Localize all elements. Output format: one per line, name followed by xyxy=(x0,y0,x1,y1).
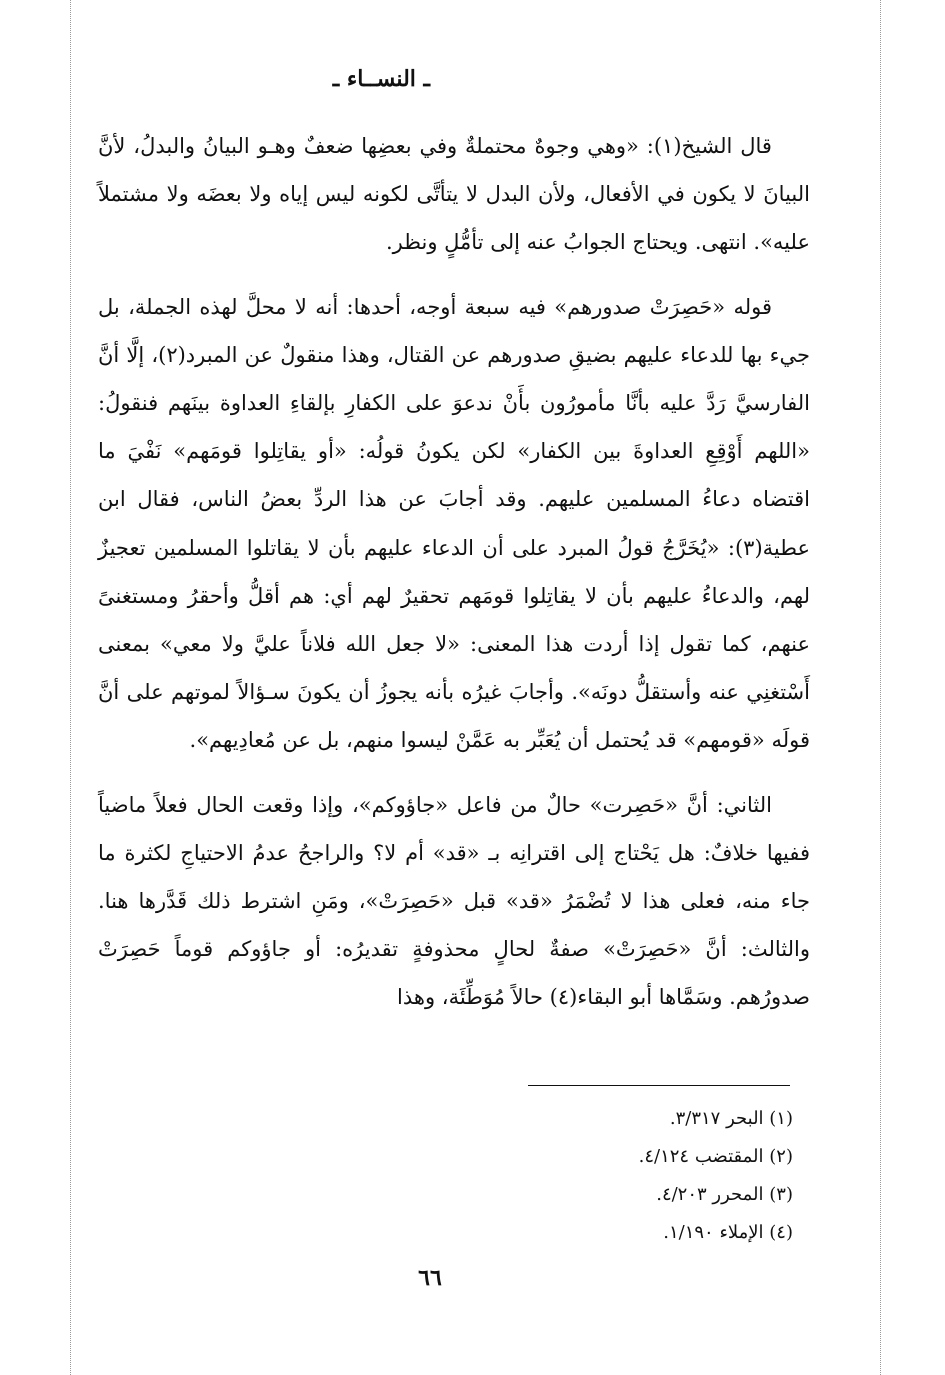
footnote-1: (١) البحر ٣/٣١٧. xyxy=(669,1108,793,1129)
page-number: ٦٦ xyxy=(418,1265,442,1291)
running-header: ـ النســاء ـ xyxy=(332,66,430,92)
left-scan-edge xyxy=(70,0,71,1375)
footnote-3: (٣) المحرر ٤/٢٠٣. xyxy=(656,1184,793,1205)
footnotes-list xyxy=(500,1100,793,1252)
right-scan-edge xyxy=(880,0,881,1375)
footnote-separator xyxy=(528,1085,790,1086)
main-text xyxy=(98,122,810,1022)
paragraph-2: قوله «حَصِرَتْ صدورهم» فيه سبعة أوجه، أحدها: أنه لا محلَّ لهذه الجملة، بل جيء بها للدعاء عليهم بضيقِ صدورهم عن القتال، وهذا منقولٌ عن المبرد(٢)، إلَّا أنَّ الفارسيَّ رَدَّ عليه بأنَّا مأمورُون بأَنْ ندعوَ على الكفارِ بإلقاءِ العداوة بينَهم فنقولُ: «اللهم أَوْقِعِ العداوةَ بين الكفار» لكن يكونُ قولُه: «أو يقاتِلوا قومَهم» نَفْيَ ما اقتضاه دعاءُ المسلمين عليهم. وقد أجابَ عن هذا الردِّ بعضُ الناس، فقال ابن عطية(٣): «يُخَرَّجُ قولُ المبرد على أن الدعاء عليهم بأن لا يقاتلوا المسلمين تعجيزٌ لهم، والدعاءُ عليهم بأن لا يقاتِلوا قومَهم تحقيرٌ لهم أي: هم أقلُّ وأحقرُ ومستغنىً عنهم، كما تقول إذا أردت هذا المعنى: «لا جعل الله فلاناً عليَّ ولا معي» بمعنى أَسْتغنِي عنه وأستقلُّ دونَه». وأجابَ غيرُه بأنه يجوزُ أن يكونَ سـؤالاً لموتهم على أنَّ قولَه «قومهم» قد يُحتمل أن يُعَبِّر به عَمَّنْ ليسوا منهم، بل عن مُعادِيهم». xyxy=(98,294,810,753)
footnote-4: (٤) الإملاء ١/١٩٠. xyxy=(663,1222,793,1243)
paragraph-3: الثاني: أنَّ «حَصِرت» حالٌ من فاعل «جاؤوكم»، وإذا وقعت الحال فعلاً ماضياً ففيها خلافٌ: هل يَحْتاج إلى اقترانِه بـ «قد» أم لا؟ والراجحُ عدمُ الاحتياجِ لكثرة ما جاء منه، فعلى هذا لا تُضْمَرُ «قد» قبل «حَصِرَتْ»، ومَنِ اشترط ذلك قَدَّرها هنا. والثالث: أنَّ «حَصِرَتْ» صفةٌ لحالٍ محذوفةٍ تقديرُه: أو جاؤوكم قوماً حَصِرَتْ صدورُهم. وسَمَّاها أبو البقاء(٤) حالاً مُوَطِّئَة، وهذا xyxy=(98,792,810,1010)
footnote-2: (٢) المقتضب ٤/١٢٤. xyxy=(638,1146,793,1167)
paragraph-1: قال الشيخ(١): «وهي وجوهٌ محتملةٌ وفي بعضِها ضعفٌ وهـو البيانُ والبدلُ، لأنَّ البيانَ لا يكون في الأفعال، ولأن البدل لا يتأتَّى لكونه ليس إياه ولا بعضَه ولا مشتملاً عليه». انتهى. ويحتاج الجوابُ عنه إلى تأمُّلٍ ونظر. xyxy=(98,134,810,255)
